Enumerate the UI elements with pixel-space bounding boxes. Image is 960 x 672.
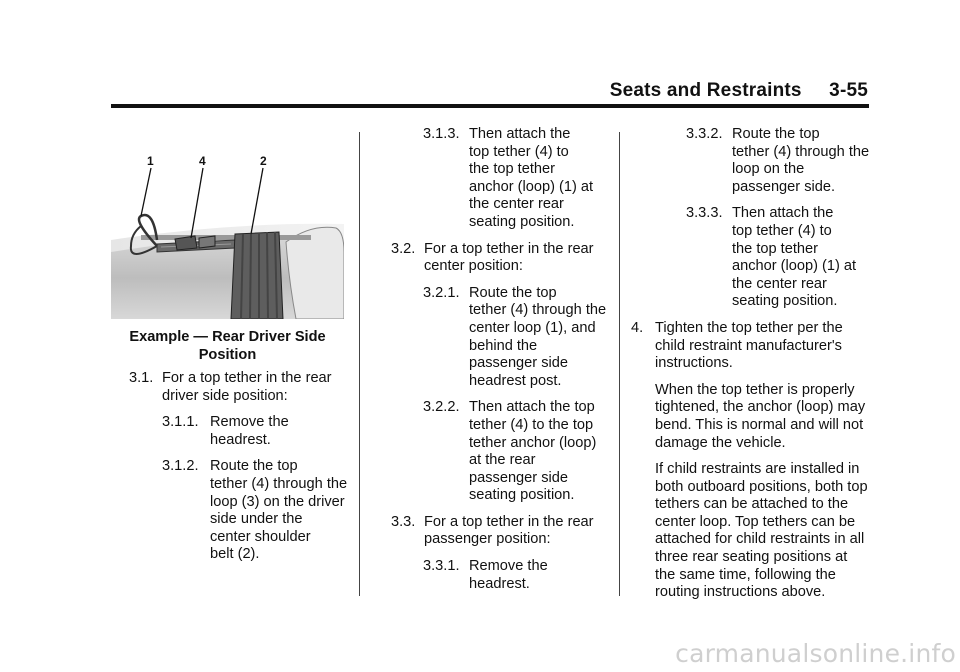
text-line: headrest. <box>210 431 271 448</box>
step-4 <box>619 320 881 373</box>
step-number: 3.2.2. <box>423 399 460 416</box>
text-line: Route the top <box>469 284 557 301</box>
step-number: 3.3.3. <box>686 205 723 222</box>
text-line: tether anchor (loop) <box>469 434 597 451</box>
text-line: tether (4) through the <box>210 475 348 492</box>
note-paragraph-2 <box>619 461 881 602</box>
text-line: the same time, following the <box>655 566 836 583</box>
text-line: headrest. <box>469 575 530 592</box>
step-number: 3.1.1. <box>162 414 199 431</box>
step-3-1 <box>111 370 356 405</box>
text-line: Route the top <box>732 126 820 142</box>
figure-caption <box>111 328 344 364</box>
step-3-1-2 <box>111 458 356 564</box>
step-number: 3.3.2. <box>686 126 723 142</box>
text-line: For a top tether in the rear <box>424 240 594 257</box>
column-3 <box>619 126 881 602</box>
step-number: 4. <box>631 319 644 336</box>
text-line: Then attach the <box>732 205 834 222</box>
text-line: the top tether <box>469 161 556 178</box>
text-line: passenger side <box>469 469 568 486</box>
callout-1: 1 <box>147 154 154 168</box>
text-line: both outboard positions, both top <box>655 478 868 495</box>
text-line: anchor (loop) (1) at <box>469 178 594 195</box>
step-3-1-3 <box>359 126 617 232</box>
text-line: the center rear <box>732 275 827 292</box>
text-line: passenger side. <box>732 178 836 195</box>
text-line: Remove the <box>469 558 548 575</box>
text-line: tightened, the anchor (loop) may <box>655 399 866 416</box>
step-3-3-3 <box>619 205 881 311</box>
text-line: bend. This is normal and will not <box>655 416 864 433</box>
text-line: the center rear <box>469 196 564 213</box>
step-3-2-2 <box>359 399 617 505</box>
text-line: instructions. <box>655 355 733 372</box>
text-line: If child restraints are installed in <box>655 461 860 478</box>
text-line: top tether (4) to <box>732 222 832 239</box>
text-line: seating position. <box>469 213 575 230</box>
header-rule <box>111 104 869 108</box>
text-line: Remove the <box>210 414 289 431</box>
step-number: 3.1. <box>129 370 154 386</box>
text-line: child restraint manufacturer's <box>655 337 842 354</box>
callout-2: 2 <box>260 154 267 168</box>
text-line: seating position. <box>732 293 838 310</box>
text-line: center position: <box>424 258 523 275</box>
text-line: the top tether <box>732 240 819 257</box>
step-number: 3.3. <box>391 513 416 530</box>
step-number: 3.1.2. <box>162 458 199 475</box>
watermark: carmanualsonline.info <box>675 639 956 668</box>
caption-line: Position <box>198 347 257 363</box>
text-line: Route the top <box>210 458 298 475</box>
tether-illustration-svg <box>111 152 344 319</box>
step-3-2 <box>359 241 617 276</box>
step-number: 3.3.1. <box>423 558 460 575</box>
text-line: When the top tether is properly <box>655 381 855 398</box>
text-line: tether (4) through the <box>469 302 607 319</box>
text-line: Then attach the top <box>469 399 595 416</box>
text-line: top tether (4) to <box>469 143 569 160</box>
text-line: damage the vehicle. <box>655 434 786 451</box>
column-1 <box>111 370 356 564</box>
text-line: headrest post. <box>469 372 562 389</box>
text-line: tethers can be attached to the <box>655 496 849 513</box>
text-line: driver side position: <box>162 387 288 404</box>
step-3-3-1 <box>359 558 617 593</box>
text-line: For a top tether in the rear <box>424 513 594 530</box>
text-line: loop (3) on the driver <box>210 493 345 510</box>
text-line: passenger position: <box>424 531 551 548</box>
step-3-3 <box>359 514 617 549</box>
text-line: center shoulder <box>210 528 311 545</box>
text-line: at the rear <box>469 452 536 469</box>
text-line: For a top tether in the rear <box>162 370 332 386</box>
column-2 <box>359 126 617 593</box>
step-number: 3.2.1. <box>423 284 460 301</box>
text-line: center loop. Top tethers can be <box>655 513 856 530</box>
text-line: seating position. <box>469 487 575 504</box>
step-3-2-1 <box>359 285 617 391</box>
text-line: behind the <box>469 337 538 354</box>
page-number: 3-55 <box>829 80 868 101</box>
step-3-3-2 <box>619 126 881 196</box>
tether-illustration <box>111 152 344 319</box>
text-line: anchor (loop) (1) at <box>732 258 857 275</box>
text-line: three rear seating positions at <box>655 549 848 566</box>
text-line: side under the <box>210 511 303 528</box>
text-line: passenger side <box>469 355 568 372</box>
text-line: routing instructions above. <box>655 584 826 601</box>
text-line: loop on the <box>732 161 805 178</box>
text-line: belt (2). <box>210 546 260 563</box>
text-line: Then attach the <box>469 126 571 142</box>
caption-line: Example — Rear Driver Side <box>129 329 326 345</box>
text-line: attached for child restraints in all <box>655 531 865 548</box>
section-title: Seats and Restraints <box>609 80 802 101</box>
step-3-1-1 <box>111 414 356 449</box>
text-line: tether (4) to the top <box>469 416 594 433</box>
text-line: center loop (1), and <box>469 319 596 336</box>
page-header <box>610 80 868 102</box>
text-line: Tighten the top tether per the <box>655 319 843 336</box>
callout-4: 4 <box>199 154 206 168</box>
text-line: tether (4) through the <box>732 143 870 160</box>
step-number: 3.1.3. <box>423 126 460 142</box>
step-number: 3.2. <box>391 240 416 257</box>
note-paragraph-1 <box>619 382 881 452</box>
